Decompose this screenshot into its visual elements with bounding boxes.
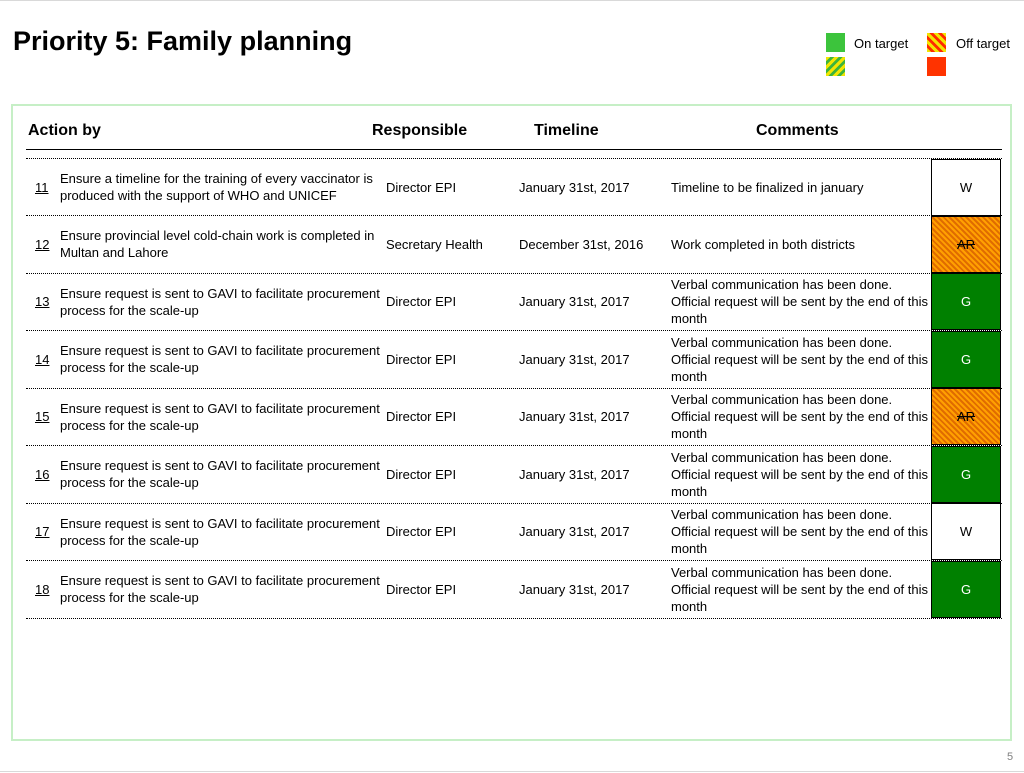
- row-number[interactable]: 13: [35, 294, 50, 309]
- row-number[interactable]: 15: [35, 409, 50, 424]
- timeline-text: January 31st, 2017: [519, 581, 630, 597]
- header-action-by: Action by: [28, 122, 101, 139]
- action-text: Ensure request is sent to GAVI to facilitate procurement process for the scale-up: [60, 400, 380, 433]
- row-number[interactable]: 18: [35, 581, 50, 597]
- comment-text: Verbal communication has been done. Official request will be sent by the end of this month: [671, 334, 929, 384]
- status-badge: G: [931, 446, 1001, 503]
- responsible-text: Director EPI: [386, 294, 457, 309]
- action-text: Ensure request is sent to GAVI to facilitate procurement process for the scale-up: [60, 458, 380, 490]
- header-timeline: Timeline: [534, 122, 599, 139]
- action-text: Ensure provincial level cold-chain work is completed in Multan and Lahore: [60, 228, 375, 260]
- table-row: [26, 158, 1002, 216]
- row-number[interactable]: 17: [35, 524, 50, 539]
- status-badge: G: [931, 273, 1001, 330]
- comment-text: Timeline to be finalized in january: [671, 179, 864, 195]
- comment-text: Verbal communication has been done. Official request will be sent by the end of this month: [671, 507, 929, 556]
- action-text: Ensure request is sent to GAVI to facilitate procurement process for the scale-up: [60, 343, 380, 375]
- row-number[interactable]: 16: [35, 466, 50, 482]
- table-row: [26, 331, 1002, 389]
- status-badge: AR: [931, 388, 1001, 445]
- action-text: Ensure a timeline for the training of every vaccinator is produced with the support of WHO and UNICEF: [60, 171, 373, 203]
- page-number: 5: [1007, 751, 1014, 763]
- comment-text: Verbal communication has been done. Official request will be sent by the end of this month: [671, 392, 929, 441]
- action-text: Ensure request is sent to GAVI to facilitate procurement process for the scale-up: [60, 515, 380, 548]
- bottom-rule: [0, 771, 1024, 772]
- table-header: [26, 120, 1002, 150]
- row-number[interactable]: 12: [35, 236, 50, 252]
- comment-text: Verbal communication has been done. Official request will be sent by the end of this month: [671, 564, 929, 614]
- responsible-text: Director EPI: [386, 466, 457, 482]
- timeline-text: January 31st, 2017: [519, 351, 630, 367]
- header-comments: Comments: [756, 122, 839, 139]
- page-title: Priority 5: Family planning: [13, 26, 353, 56]
- timeline-text: January 31st, 2017: [519, 294, 630, 309]
- status-badge: G: [931, 561, 1001, 618]
- responsible-text: Secretary Health: [386, 236, 483, 252]
- timeline-text: January 31st, 2017: [519, 409, 630, 424]
- timeline-text: December 31st, 2016: [519, 236, 644, 252]
- table-row: [26, 446, 1002, 504]
- table-row: [26, 561, 1002, 619]
- timeline-text: January 31st, 2017: [519, 466, 630, 482]
- responsible-text: Director EPI: [386, 351, 457, 367]
- row-number[interactable]: 14: [35, 351, 50, 367]
- legend-off-target-label: Off target: [956, 36, 1010, 51]
- table-row: [26, 503, 1002, 561]
- legend-near-target-swatch: [826, 57, 845, 76]
- table-row: [26, 216, 1002, 274]
- action-table-panel: [11, 104, 1012, 741]
- table-row: [26, 273, 1002, 331]
- top-rule: [0, 0, 1024, 1]
- status-badge: AR: [931, 216, 1001, 273]
- comment-text: Verbal communication has been done. Official request will be sent by the end of this month: [671, 277, 929, 326]
- header-responsible: Responsible: [372, 122, 468, 139]
- responsible-text: Director EPI: [386, 524, 457, 539]
- row-number[interactable]: 11: [35, 179, 49, 195]
- legend-on-target-label: On target: [854, 36, 909, 51]
- responsible-text: Director EPI: [386, 409, 457, 424]
- legend-near-off-target-swatch: [927, 33, 946, 52]
- legend-off-target-swatch: [927, 57, 946, 76]
- comment-text: Work completed in both districts: [671, 236, 855, 252]
- responsible-text: Director EPI: [386, 581, 457, 597]
- responsible-text: Director EPI: [386, 179, 457, 195]
- timeline-text: January 31st, 2017: [519, 524, 630, 539]
- status-badge: G: [931, 331, 1001, 388]
- legend: [826, 33, 1022, 79]
- comment-text: Verbal communication has been done. Official request will be sent by the end of this month: [671, 449, 929, 499]
- action-text: Ensure request is sent to GAVI to facilitate procurement process for the scale-up: [60, 285, 380, 318]
- legend-on-target-swatch: [826, 33, 845, 52]
- table-row: [26, 388, 1002, 446]
- timeline-text: January 31st, 2017: [519, 179, 630, 195]
- action-text: Ensure request is sent to GAVI to facilitate procurement process for the scale-up: [60, 573, 380, 605]
- status-badge: W: [931, 159, 1001, 216]
- status-badge: W: [931, 503, 1001, 560]
